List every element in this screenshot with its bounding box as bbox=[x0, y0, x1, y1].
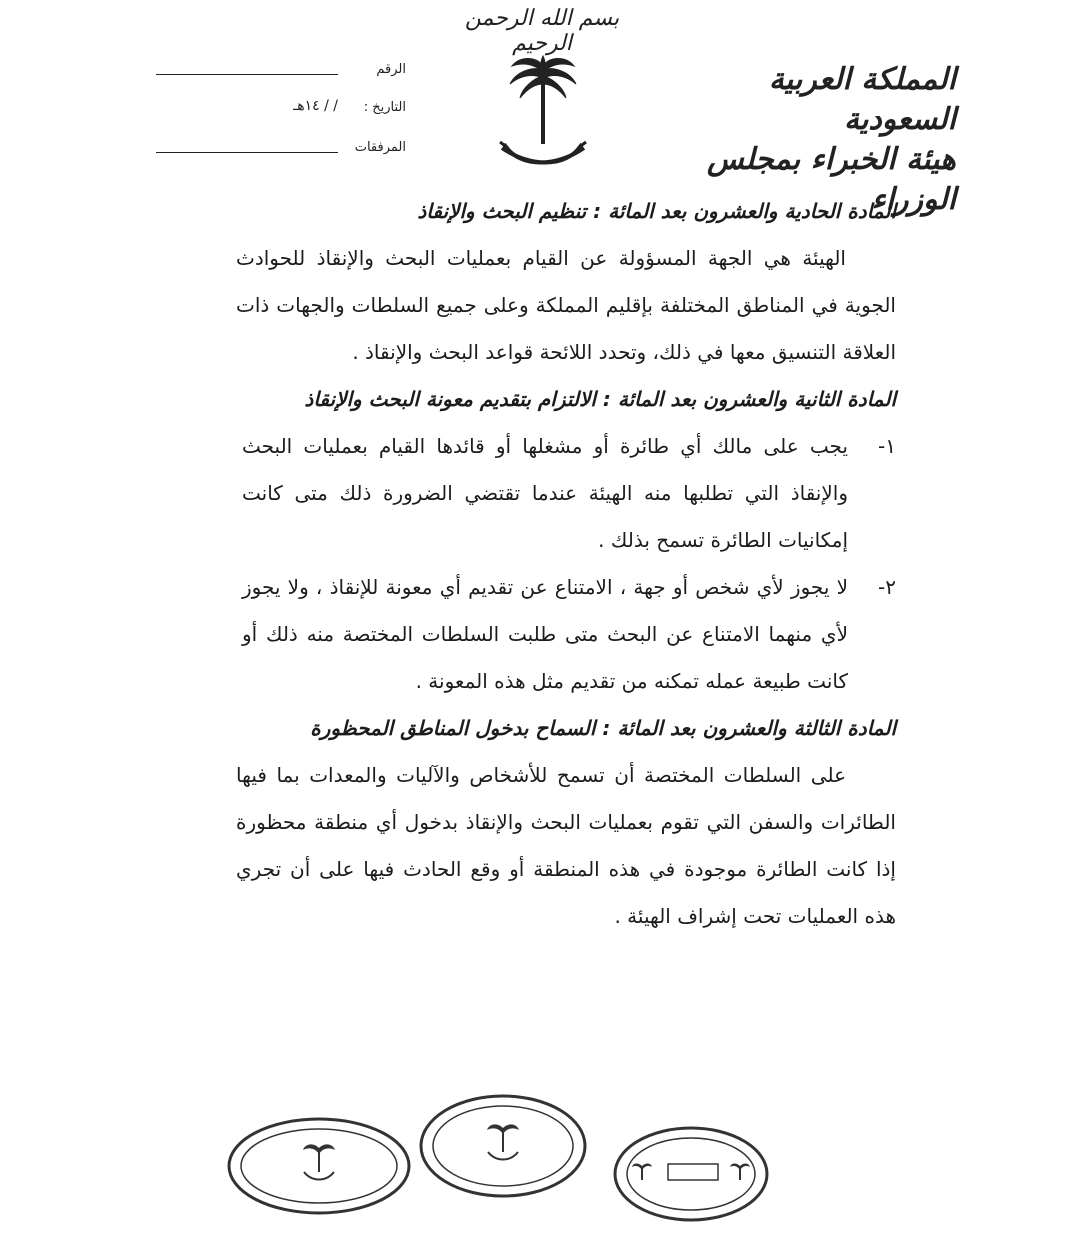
list-item-number: ١- bbox=[878, 434, 896, 458]
article-121-body: الهيئة هي الجهة المسؤولة عن القيام بعمليات البحث والإنقاذ للحوادث الجوية في المناطق المختلفة بإقليم المملكة وعلى جميع السلطات والجهات ذات العلاقة التنسيق معها في ذلك، وتحدد اللائحة قواعد البحث والإنقاذ . bbox=[236, 246, 896, 364]
article-121-heading: المادة الحادية والعشرون بعد المائة : تنظيم البحث والإنقاذ bbox=[417, 199, 896, 223]
list-item bbox=[236, 423, 896, 564]
date-value: / / ١٤هـ bbox=[293, 98, 338, 114]
list-item-text: لا يجوز لأي شخص أو جهة ، الامتناع عن تقديم أي معونة للإنقاذ ، ولا يجوز لأي منهما الامتناع عن البحث متى طلبت السلطات المختصة منه ذلك أو كانت طبيعة عمله تمكنه من تقديم مثل هذه المعونة . bbox=[242, 575, 848, 693]
attachments-label: المرفقات bbox=[354, 140, 406, 155]
article-122-heading: المادة الثانية والعشرون بعد المائة : الالتزام بتقديم معونة البحث والإنقاذ bbox=[304, 387, 896, 411]
kingdom-name: المملكة العربية السعودية bbox=[768, 62, 956, 137]
list-item bbox=[236, 564, 896, 705]
article-123-body: على السلطات المختصة أن تسمح للأشخاص والآليات والمعدات بما فيها الطائرات والسفن التي تقوم بعمليات البحث والإنقاذ بدخول أي منطقة محظورة إذا كانت الطائرة موجودة في هذه المنطقة أو وقع الحادث فيها على أن تجري هذه العمليات تحت إشراف الهيئة . bbox=[236, 763, 896, 928]
palm-swords-seal-icon bbox=[487, 1124, 519, 1159]
palm-swords-seal-icon bbox=[632, 1163, 750, 1180]
article-123-heading: المادة الثالثة والعشرون بعد المائة : السماح بدخول المناطق المحظورة bbox=[310, 716, 896, 740]
palm-swords-seal-icon bbox=[303, 1144, 335, 1179]
basmala: بسم الله الرحمن الرحيم bbox=[464, 6, 620, 56]
experts-authority-seal bbox=[226, 1116, 412, 1216]
true-copy-seal bbox=[612, 1124, 770, 1224]
date-label: التاريخ : bbox=[363, 100, 406, 115]
list-item-text: يجب على مالك أي طائرة أو مشغلها أو قائدها القيام بعمليات البحث والإنقاذ التي تطلبها منه الهيئة عندما تقتضي الضرورة ذلك متى كانت إمكانيات الطائرة تسمح بذلك . bbox=[242, 434, 848, 552]
document-body bbox=[236, 188, 896, 940]
authority-name: هيئة الخبراء بمجلس الوزراء bbox=[706, 142, 956, 217]
general-secretariat-seal bbox=[418, 1092, 588, 1200]
attachments-line bbox=[156, 152, 338, 153]
reference-line bbox=[156, 74, 338, 75]
reference-label: الرقم bbox=[376, 62, 406, 77]
list-item-number: ٢- bbox=[878, 575, 896, 599]
palm-swords-emblem-icon bbox=[498, 52, 588, 180]
